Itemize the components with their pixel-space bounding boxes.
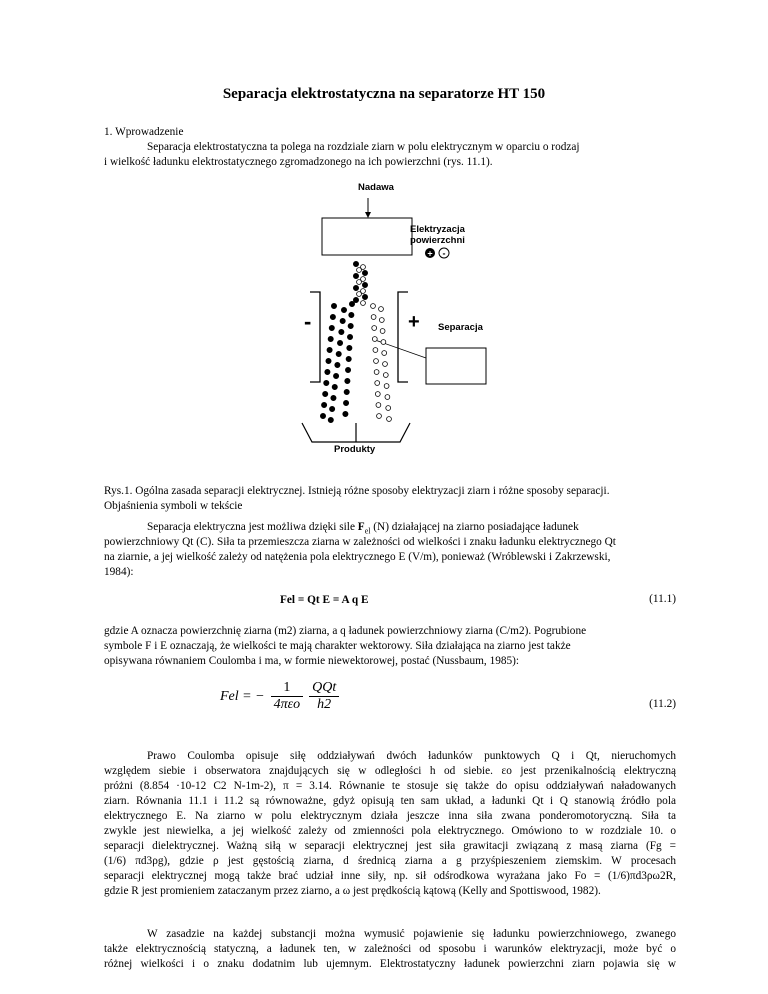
black-particle <box>339 329 344 334</box>
white-particle <box>379 307 384 312</box>
para1-line3: na ziarnie, a jej wielkość zależy od natężenia pola elektrycznego E (V/m), ponieważ (Wróblewski i Zakrzewski, <box>104 551 611 563</box>
white-particle <box>374 370 379 375</box>
black-particle <box>345 378 350 383</box>
para3-line: zwykle jest niewielka, a jej wielkość zależy od zmienności pola elektrycznego. Omówiono to w rozdziale 10. o <box>104 825 676 837</box>
black-particle <box>343 400 348 405</box>
black-particle <box>333 373 338 378</box>
para4 <box>104 927 676 972</box>
para3-line: względem siebie i obserwatora znajdujących się w odległości h od siebie. εo jest przenikalnością elektryczną <box>104 765 676 777</box>
black-particle <box>320 413 325 418</box>
white-particle <box>382 351 387 356</box>
black-particle <box>341 307 346 312</box>
para2-line2: symbole F i E oznaczają, że wielkości te mają charakter wektorowy. Siła działająca na ziarno jest także <box>104 640 571 652</box>
black-particle <box>331 395 336 400</box>
para1-line2: powierzchniowy Qt (C). Siła ta przemieszcza ziarna w zależności od wielkości i znaku ładunku elektrycznego Qt <box>104 536 616 548</box>
white-particle <box>375 392 380 397</box>
black-particle <box>331 303 336 308</box>
white-particle <box>376 403 381 408</box>
white-particle <box>357 268 362 273</box>
equation-11-2: Fel = − $\frac{1}{\text{4πεo}}$ $\frac{\text{QQt}}{h2}$ <box>220 680 339 713</box>
black-particle <box>347 334 352 339</box>
black-particle <box>324 380 329 385</box>
para3-line: próżni (8.854 ·10-12 C2 N-1m-2), π = 3.14. Równanie te stosuje się także do opisu oddziaływań naładowanych <box>104 780 676 792</box>
black-particle <box>362 294 367 299</box>
figure-label-charging: Elektryzacja powierzchni <box>410 224 465 246</box>
black-particle <box>353 285 358 290</box>
white-particle <box>385 395 390 400</box>
para4-line: także elektrycznością statyczną, a ładunek ten, w zależności od sposobu i warunków elektryzacji, może być o <box>104 943 676 955</box>
svg-text:+: + <box>427 248 433 259</box>
black-particle <box>353 297 358 302</box>
figure-label-products: Produkty <box>334 444 376 455</box>
para3-line: separacji dielektrycznej. Ważną siłą w separacji elektrycznej jest siła grawitacji związaną z masą ziarna (Fg = <box>104 840 676 852</box>
black-particle <box>353 261 358 266</box>
positive-electrode-sign: + <box>408 311 420 333</box>
white-particle <box>357 280 362 285</box>
black-particle <box>336 351 341 356</box>
para2-line1: gdzie A oznacza powierzchnię ziarna (m2) ziarna, a q ładunek powierzchniowy ziarna (C/m2). Pogrubione <box>104 625 587 637</box>
black-particle <box>323 391 328 396</box>
para4-line: różnej wielkości i o znaku dodatnim lub ujemnym. Elektrostatyczny ładunek powierzchni ziarn pojawia się w <box>104 958 676 970</box>
para4-line: W zasadzie na każdej substancji można wymusić pojawienie się ładunku powierzchniowego, zwanego <box>147 928 676 940</box>
para3-line: separacji elektrycznej mogą także brać udział inne siły, np. sił odśrodkowa wyrażana jako Fo = (1/6)πd3ρω2R, <box>104 870 676 882</box>
black-particle <box>343 411 348 416</box>
black-particle <box>325 369 330 374</box>
white-particle <box>387 417 392 422</box>
black-particle <box>340 318 345 323</box>
black-particle <box>349 301 354 306</box>
section-heading: 1. Wprowadzenie <box>104 126 184 138</box>
equation-11-2-number: (11.2) <box>649 698 676 710</box>
black-particle <box>330 314 335 319</box>
para3-line: elektrycznego E. Na ziarno w polu elektrycznym działa jeszcze inna siła zwana ponderomotoryczną. Siła ta <box>104 810 676 822</box>
figure-caption-line-1: Rys.1. Ogólna zasada separacji elektrycznej. Istnieją różne sposoby elektryzacji ziarn i różne sposoby separacji. <box>104 485 610 497</box>
white-particle <box>371 304 376 309</box>
equation-11-1: Fel = Qt E = A q E <box>280 594 369 606</box>
force-box <box>426 348 486 384</box>
figure-label-separation: Separacja <box>438 322 483 333</box>
white-particle <box>372 326 377 331</box>
white-particle <box>380 329 385 334</box>
white-particle <box>383 373 388 378</box>
negative-electrode <box>310 292 320 382</box>
para1-line4: 1984): <box>104 566 134 578</box>
black-particle <box>330 406 335 411</box>
black-particle <box>327 347 332 352</box>
negative-electrode-sign: - <box>304 309 312 334</box>
white-particle <box>357 292 362 297</box>
figure-label-feed: Nadawa <box>358 182 394 193</box>
para3 <box>104 749 676 899</box>
white-particle <box>361 301 366 306</box>
black-particle <box>346 356 351 361</box>
white-particle <box>379 318 384 323</box>
white-particle <box>383 362 388 367</box>
white-particle <box>377 414 382 419</box>
black-particle <box>328 336 333 341</box>
white-particle <box>384 384 389 389</box>
white-particle <box>371 315 376 320</box>
white-particle <box>373 348 378 353</box>
para1-line1: Separacja elektryczna jest możliwa dzięki sile $F_{el}$ (N) działającej na ziarno posiadające ładunek <box>147 521 579 536</box>
para3-line: Prawo Coulomba opisuje siłę oddziaływań dwóch ładunków punktowych Q i Qt, nieruchomych <box>147 750 676 762</box>
para2-line3: opisywana równaniem Coulomba i ma, w formie niewektorowej, postać (Nussbaum, 1985): <box>104 655 520 667</box>
black-particle <box>348 323 353 328</box>
black-particle <box>362 282 367 287</box>
black-particle <box>347 345 352 350</box>
black-particle <box>328 417 333 422</box>
black-particle <box>326 358 331 363</box>
black-particle <box>349 312 354 317</box>
white-particle <box>375 381 380 386</box>
para3-line: ziarn. Równania 11.1 i 11.2 są równoważne, gdyż opisują ten sam układ, a ładunki Qt i Q stanowią źródło pola <box>104 795 676 807</box>
black-particle <box>345 367 350 372</box>
intro-line-1: Separacja elektrostatyczna ta polega na rozdziale ziarn w polu elektrycznym w oparciu o rodzaj <box>147 141 580 153</box>
separation-diagram <box>280 180 520 460</box>
black-particle <box>322 402 327 407</box>
para3-line: gdzie R jest promieniem zataczanym przez ziarno, a ω jest prędkością kątową (Kelly and Spottiswood, 1982). <box>104 885 601 897</box>
black-particle <box>329 325 334 330</box>
svg-text:-: - <box>442 248 446 259</box>
white-particle <box>381 340 386 345</box>
positive-electrode <box>398 292 408 382</box>
para3-line: (1/6) πd3ρg), gdzie ρ jest gęstością ziarna, d średnicą ziarna a g przyśpieszeniem ziemskim. W procesach <box>104 855 676 867</box>
feed-hopper <box>322 218 412 255</box>
black-particle <box>335 362 340 367</box>
black-particle <box>344 389 349 394</box>
black-particle <box>337 340 342 345</box>
black-particle <box>362 270 367 275</box>
black-particle <box>353 273 358 278</box>
page-title: Separacja elektrostatyczna na separatorze HT 150 <box>222 86 546 102</box>
black-particle <box>332 384 337 389</box>
particles-group <box>320 261 391 422</box>
intro-line-2: i wielkość ładunku elektrostatycznego zgromadzonego na ich powierzchni (rys. 11.1). <box>104 156 493 168</box>
equation-11-1-number: (11.1) <box>649 593 676 605</box>
white-particle <box>374 359 379 364</box>
figure-caption-line-2: Objaśnienia symboli w tekście <box>104 500 243 512</box>
white-particle <box>386 406 391 411</box>
white-particle <box>372 337 377 342</box>
